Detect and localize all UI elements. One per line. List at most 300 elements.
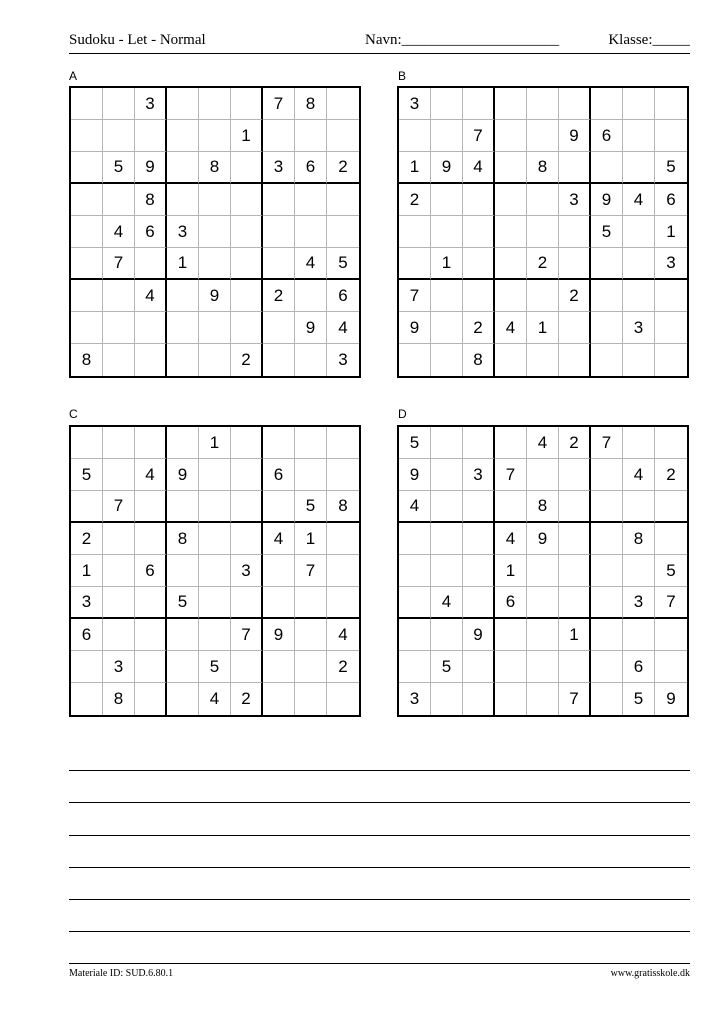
sudoku-cell (231, 651, 263, 683)
sudoku-cell (103, 555, 135, 587)
sudoku-cell (463, 216, 495, 248)
sudoku-cell: 8 (135, 184, 167, 216)
sudoku-cell (135, 427, 167, 459)
sudoku-cell (527, 555, 559, 587)
sudoku-cell (527, 619, 559, 651)
sudoku-cell: 1 (655, 216, 687, 248)
writing-line (69, 770, 690, 771)
sudoku-cell: 7 (103, 248, 135, 280)
sudoku-cell (559, 587, 591, 619)
sudoku-cell: 4 (623, 459, 655, 491)
sudoku-cell (495, 491, 527, 523)
puzzle-label: B (398, 69, 407, 83)
sudoku-cell: 8 (167, 523, 199, 555)
sudoku-cell (431, 555, 463, 587)
sudoku-cell (231, 491, 263, 523)
sudoku-cell (431, 88, 463, 120)
sudoku-cell: 4 (431, 587, 463, 619)
sudoku-cell (135, 587, 167, 619)
sudoku-cell (71, 427, 103, 459)
sudoku-cell (231, 587, 263, 619)
sudoku-cell (103, 184, 135, 216)
sudoku-grid (69, 86, 361, 378)
sudoku-cell (231, 312, 263, 344)
sudoku-cell (655, 651, 687, 683)
sudoku-cell (135, 120, 167, 152)
sudoku-cell (655, 491, 687, 523)
sudoku-cell (327, 427, 359, 459)
sudoku-cell (71, 683, 103, 715)
sudoku-cell: 8 (623, 523, 655, 555)
sudoku-cell (167, 427, 199, 459)
sudoku-cell (591, 248, 623, 280)
sudoku-cell (327, 587, 359, 619)
sudoku-cell (655, 427, 687, 459)
sudoku-cell (527, 344, 559, 376)
sudoku-cell (559, 491, 591, 523)
sudoku-cell (431, 683, 463, 715)
sudoku-cell (263, 491, 295, 523)
sudoku-cell: 8 (527, 491, 559, 523)
sudoku-cell (103, 312, 135, 344)
sudoku-cell (167, 312, 199, 344)
sudoku-cell (591, 651, 623, 683)
sudoku-cell (559, 248, 591, 280)
sudoku-cell (591, 88, 623, 120)
sudoku-cell (167, 555, 199, 587)
sudoku-cell (295, 651, 327, 683)
sudoku-cell (135, 491, 167, 523)
sudoku-cell (559, 459, 591, 491)
sudoku-cell (591, 683, 623, 715)
sudoku-cell: 9 (399, 312, 431, 344)
sudoku-cell (263, 120, 295, 152)
sudoku-cell: 1 (295, 523, 327, 555)
sudoku-cell (463, 491, 495, 523)
sudoku-cell (463, 88, 495, 120)
sudoku-cell (263, 683, 295, 715)
sudoku-cell: 7 (495, 459, 527, 491)
sudoku-cell (327, 88, 359, 120)
sudoku-cell: 6 (495, 587, 527, 619)
sudoku-cell (623, 344, 655, 376)
sudoku-cell (167, 344, 199, 376)
sudoku-cell (431, 120, 463, 152)
sudoku-cell (135, 312, 167, 344)
sudoku-cell: 8 (199, 152, 231, 184)
sudoku-cell: 5 (71, 459, 103, 491)
sudoku-cell (199, 312, 231, 344)
sudoku-cell (527, 88, 559, 120)
sudoku-cell (527, 459, 559, 491)
sudoku-cell (399, 248, 431, 280)
sudoku-cell: 6 (591, 120, 623, 152)
sudoku-cell: 9 (167, 459, 199, 491)
sudoku-cell: 1 (167, 248, 199, 280)
sudoku-cell (199, 216, 231, 248)
sudoku-cell: 1 (527, 312, 559, 344)
sudoku-cell (103, 459, 135, 491)
sudoku-cell (263, 651, 295, 683)
sudoku-cell: 7 (103, 491, 135, 523)
sudoku-cell: 5 (103, 152, 135, 184)
sudoku-cell (71, 312, 103, 344)
sudoku-cell (463, 280, 495, 312)
sudoku-cell: 3 (655, 248, 687, 280)
sudoku-cell (327, 555, 359, 587)
sudoku-cell: 2 (463, 312, 495, 344)
sudoku-cell (327, 120, 359, 152)
sudoku-cell (263, 184, 295, 216)
sudoku-cell (463, 184, 495, 216)
sudoku-cell (527, 683, 559, 715)
sudoku-cell (71, 280, 103, 312)
sudoku-cell (199, 459, 231, 491)
sudoku-cell: 2 (327, 152, 359, 184)
sudoku-cell (167, 152, 199, 184)
sudoku-cell: 3 (231, 555, 263, 587)
sudoku-cell: 8 (71, 344, 103, 376)
sudoku-cell (399, 651, 431, 683)
sudoku-cell: 2 (655, 459, 687, 491)
sudoku-cell: 6 (327, 280, 359, 312)
sudoku-cell (559, 88, 591, 120)
sudoku-cell (103, 344, 135, 376)
sudoku-cell (199, 184, 231, 216)
sudoku-cell (295, 280, 327, 312)
sudoku-cell: 3 (559, 184, 591, 216)
sudoku-cell: 1 (495, 555, 527, 587)
sudoku-cell: 4 (527, 427, 559, 459)
sudoku-cell (399, 344, 431, 376)
sudoku-cell: 4 (463, 152, 495, 184)
sudoku-cell: 3 (399, 683, 431, 715)
sudoku-cell (167, 120, 199, 152)
sudoku-cell (295, 459, 327, 491)
sudoku-cell (559, 312, 591, 344)
sudoku-cell: 3 (263, 152, 295, 184)
sudoku-cell (295, 619, 327, 651)
sudoku-cell (399, 216, 431, 248)
puzzle-label: C (69, 407, 78, 421)
sudoku-cell: 6 (135, 555, 167, 587)
sudoku-cell (199, 120, 231, 152)
sudoku-cell (103, 88, 135, 120)
sudoku-cell (431, 184, 463, 216)
sudoku-cell (655, 344, 687, 376)
sudoku-cell (623, 619, 655, 651)
sudoku-cell: 7 (231, 619, 263, 651)
sudoku-cell: 2 (559, 280, 591, 312)
sudoku-cell: 3 (71, 587, 103, 619)
sudoku-cell (103, 523, 135, 555)
sudoku-cell (591, 280, 623, 312)
sudoku-cell: 1 (431, 248, 463, 280)
class-field: Klasse:_____ (608, 32, 690, 48)
sudoku-cell (295, 683, 327, 715)
sudoku-cell: 3 (135, 88, 167, 120)
sudoku-cell (103, 280, 135, 312)
sudoku-cell: 4 (495, 312, 527, 344)
sudoku-cell (431, 280, 463, 312)
sudoku-cell (263, 248, 295, 280)
sudoku-cell: 7 (295, 555, 327, 587)
sudoku-cell (231, 248, 263, 280)
sudoku-cell: 2 (399, 184, 431, 216)
sudoku-grid (397, 86, 689, 378)
sudoku-cell (495, 427, 527, 459)
sudoku-cell (559, 555, 591, 587)
sudoku-cell: 5 (295, 491, 327, 523)
sudoku-cell: 8 (327, 491, 359, 523)
sudoku-cell: 5 (167, 587, 199, 619)
sudoku-cell (71, 216, 103, 248)
writing-line (69, 931, 690, 932)
sudoku-cell (231, 216, 263, 248)
sudoku-cell (591, 555, 623, 587)
sudoku-cell (495, 216, 527, 248)
sudoku-cell (559, 523, 591, 555)
sudoku-cell (463, 683, 495, 715)
sudoku-cell (399, 523, 431, 555)
sudoku-cell (591, 587, 623, 619)
writing-line (69, 867, 690, 868)
sudoku-cell (135, 619, 167, 651)
sudoku-cell: 9 (399, 459, 431, 491)
sudoku-cell (327, 216, 359, 248)
sudoku-cell (527, 280, 559, 312)
sudoku-cell: 5 (655, 152, 687, 184)
sudoku-cell (559, 152, 591, 184)
sudoku-cell (263, 312, 295, 344)
sudoku-cell (559, 344, 591, 376)
sudoku-cell (295, 587, 327, 619)
sudoku-cell: 9 (135, 152, 167, 184)
sudoku-cell (527, 651, 559, 683)
sudoku-cell (199, 248, 231, 280)
sudoku-cell (527, 184, 559, 216)
sudoku-cell (295, 120, 327, 152)
sudoku-cell (655, 88, 687, 120)
sudoku-cell: 6 (71, 619, 103, 651)
sudoku-cell: 4 (263, 523, 295, 555)
sudoku-cell: 3 (338, 350, 348, 369)
sudoku-cell (623, 491, 655, 523)
sudoku-cell (135, 523, 167, 555)
sudoku-cell: 5 (623, 683, 655, 715)
sudoku-cell (655, 120, 687, 152)
sudoku-cell (655, 312, 687, 344)
sudoku-grid (69, 425, 361, 717)
puzzle-label: D (398, 407, 407, 421)
sudoku-cell: 9 (591, 184, 623, 216)
sudoku-cell (263, 555, 295, 587)
sudoku-cell (199, 619, 231, 651)
sudoku-cell: 9 (295, 312, 327, 344)
sudoku-cell (167, 88, 199, 120)
sudoku-cell (135, 248, 167, 280)
sudoku-cell (495, 184, 527, 216)
sudoku-cell (327, 523, 359, 555)
sudoku-cell: 2 (327, 651, 359, 683)
sudoku-cell (559, 216, 591, 248)
sudoku-cell (495, 651, 527, 683)
sudoku-cell (431, 344, 463, 376)
sudoku-cell (495, 88, 527, 120)
sudoku-cell (199, 555, 231, 587)
sudoku-cell (495, 619, 527, 651)
sudoku-cell: 4 (623, 184, 655, 216)
sudoku-cell (463, 248, 495, 280)
sudoku-cell (103, 427, 135, 459)
sudoku-cell (431, 312, 463, 344)
sudoku-cell: 6 (623, 651, 655, 683)
sudoku-cell (327, 459, 359, 491)
sudoku-cell (135, 344, 167, 376)
sudoku-cell: 3 (623, 312, 655, 344)
sudoku-cell: 4 (399, 491, 431, 523)
sudoku-cell (527, 587, 559, 619)
puzzle-label: A (69, 69, 78, 83)
sudoku-cell (231, 427, 263, 459)
sudoku-cell (167, 184, 199, 216)
sudoku-cell: 6 (263, 459, 295, 491)
sudoku-cell (295, 344, 327, 376)
sudoku-cell (263, 427, 295, 459)
sudoku-cell (71, 88, 103, 120)
sudoku-cell (623, 120, 655, 152)
sudoku-cell (199, 344, 231, 376)
sudoku-cell: 9 (263, 619, 295, 651)
sudoku-cell (463, 427, 495, 459)
sudoku-cell: 8 (527, 152, 559, 184)
sudoku-cell: 5 (327, 248, 359, 280)
sudoku-cell (463, 587, 495, 619)
sudoku-cell: 3 (399, 88, 431, 120)
sudoku-cell (327, 184, 359, 216)
writing-line (69, 802, 690, 803)
sudoku-cell: 9 (666, 689, 676, 708)
sudoku-cell: 7 (559, 683, 591, 715)
sudoku-cell: 3 (463, 459, 495, 491)
sudoku-cell (527, 120, 559, 152)
sudoku-cell: 5 (431, 651, 463, 683)
header-rule (69, 53, 690, 54)
sudoku-cell: 4 (295, 248, 327, 280)
sudoku-cell (103, 120, 135, 152)
sudoku-cell (495, 120, 527, 152)
sudoku-cell (199, 491, 231, 523)
sudoku-cell (295, 427, 327, 459)
sudoku-cell (231, 459, 263, 491)
sudoku-cell (463, 651, 495, 683)
sudoku-cell: 2 (71, 523, 103, 555)
sudoku-cell (623, 216, 655, 248)
name-field: Navn:_____________________ (365, 32, 560, 48)
sudoku-cell: 4 (135, 280, 167, 312)
sudoku-cell: 7 (655, 587, 687, 619)
sudoku-cell: 4 (199, 683, 231, 715)
sudoku-cell (623, 152, 655, 184)
sudoku-cell: 3 (623, 587, 655, 619)
sudoku-cell (231, 523, 263, 555)
sudoku-cell: 1 (199, 427, 231, 459)
sudoku-cell (431, 216, 463, 248)
sudoku-cell (167, 683, 199, 715)
sudoku-cell (495, 248, 527, 280)
sudoku-cell (327, 683, 359, 715)
page-title: Sudoku - Let - Normal (69, 32, 206, 48)
sudoku-cell (495, 280, 527, 312)
sudoku-cell: 9 (463, 619, 495, 651)
sudoku-cell (103, 619, 135, 651)
sudoku-cell (263, 587, 295, 619)
page-header (69, 32, 690, 54)
sudoku-cell (71, 651, 103, 683)
sudoku-cell: 5 (199, 651, 231, 683)
sudoku-cell (103, 587, 135, 619)
sudoku-cell (591, 523, 623, 555)
sudoku-cell: 9 (559, 120, 591, 152)
sudoku-cell (527, 216, 559, 248)
website-link: www.gratisskole.dk (610, 968, 690, 979)
footer-rule (69, 963, 690, 964)
sudoku-cell (231, 184, 263, 216)
sudoku-cell (655, 523, 687, 555)
sudoku-cell (71, 152, 103, 184)
sudoku-cell (231, 152, 263, 184)
sudoku-grid (397, 425, 689, 717)
sudoku-cell (295, 184, 327, 216)
sudoku-cell (167, 280, 199, 312)
sudoku-cell (559, 651, 591, 683)
sudoku-cell: 6 (295, 152, 327, 184)
sudoku-cell: 3 (167, 216, 199, 248)
sudoku-cell (623, 280, 655, 312)
sudoku-cell (431, 427, 463, 459)
sudoku-cell (167, 651, 199, 683)
writing-line (69, 899, 690, 900)
sudoku-cell (495, 683, 527, 715)
sudoku-cell (431, 619, 463, 651)
sudoku-cell (591, 312, 623, 344)
sudoku-cell (167, 491, 199, 523)
sudoku-cell (263, 344, 295, 376)
sudoku-cell: 3 (103, 651, 135, 683)
sudoku-cell (199, 523, 231, 555)
sudoku-cell (135, 651, 167, 683)
sudoku-cell (431, 523, 463, 555)
sudoku-cell: 1 (399, 152, 431, 184)
sudoku-cell (399, 120, 431, 152)
sudoku-cell: 7 (263, 88, 295, 120)
sudoku-cell: 6 (655, 184, 687, 216)
sudoku-cell (591, 619, 623, 651)
sudoku-cell: 1 (231, 120, 263, 152)
sudoku-cell (655, 280, 687, 312)
sudoku-cell: 1 (559, 619, 591, 651)
sudoku-cell: 9 (199, 280, 231, 312)
sudoku-cell: 7 (591, 427, 623, 459)
sudoku-cell: 2 (231, 683, 263, 715)
sudoku-cell (623, 555, 655, 587)
sudoku-cell: 2 (527, 248, 559, 280)
sudoku-cell: 4 (103, 216, 135, 248)
sudoku-cell: 2 (231, 344, 263, 376)
sudoku-cell (495, 344, 527, 376)
sudoku-cell (463, 555, 495, 587)
sudoku-cell: 5 (399, 427, 431, 459)
